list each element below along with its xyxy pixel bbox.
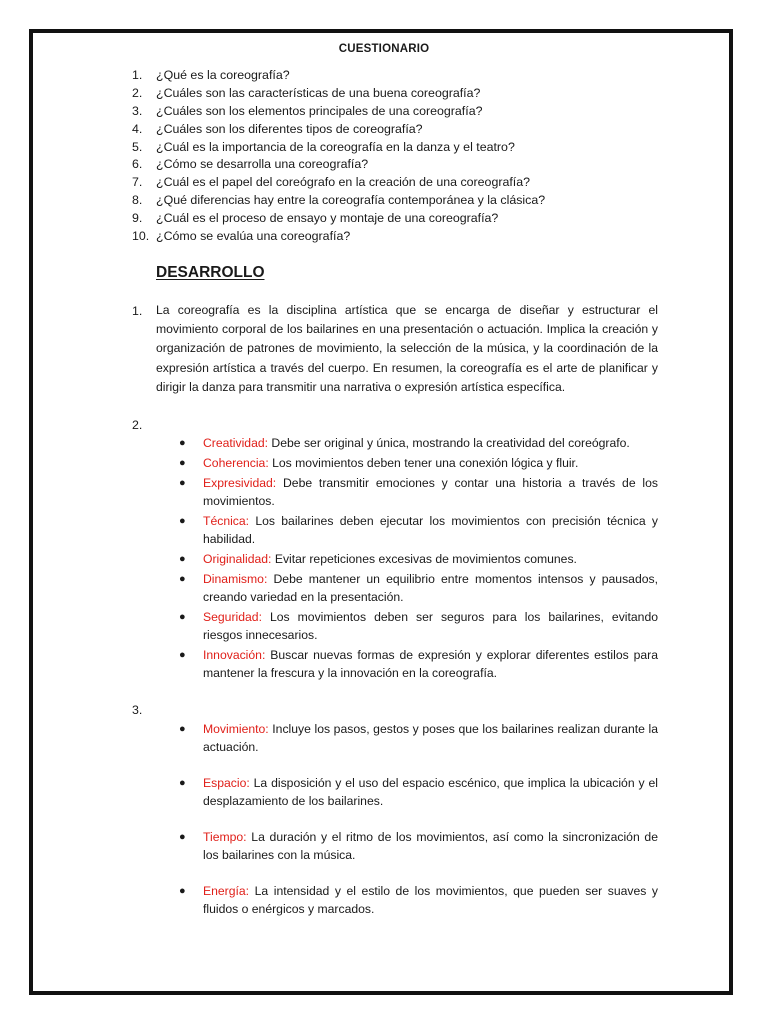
list-item (179, 828, 658, 864)
term-label: Técnica: (203, 514, 250, 528)
term-label: Seguridad: (203, 610, 262, 624)
term-label: Espacio: (203, 776, 250, 790)
term-description: La intensidad y el estilo de los movimientos, que pueden ser suaves y fluidos o enérgicos y marcados. (203, 884, 658, 916)
list-item (179, 608, 658, 644)
answer-paragraph: La coreografía es la disciplina artística que se encarga de diseñar y estructurar el movimiento corporal de los bailarines en una presentación o actuación. Implica la creación y organización de patrones de movimiento, la selección de la música, y la coordinación de la expresión artística a través del cuerpo. En resumen, la coreografía es el arte de planificar y dirigir la danza para transmitir una narrativa o expresión artística específica. (156, 303, 658, 394)
term-description: Los bailarines deben ejecutar los movimientos con precisión técnica y habilidad. (203, 514, 658, 546)
list-item (179, 720, 658, 756)
document-title: CUESTIONARIO (338, 43, 430, 55)
question-number: 6. (132, 157, 143, 172)
term-label: Innovación: (203, 648, 266, 662)
term-label: Coherencia: (203, 456, 269, 470)
list-item (179, 512, 658, 548)
term-label: Expresividad: (203, 476, 277, 490)
bullet-icon: ● (179, 553, 186, 565)
question-number: 5. (132, 139, 143, 154)
question-text: ¿Cuál es la importancia de la coreografía en la danza y el teatro? (156, 139, 515, 154)
bullet-icon: ● (179, 437, 186, 449)
list-item (179, 434, 658, 452)
term-label: Tiempo: (203, 830, 247, 844)
term-description: Evitar repeticiones excesivas de movimientos comunes. (271, 552, 577, 566)
term-description: Incluye los pasos, gestos y poses que los bailarines realizan durante la actuación. (203, 722, 658, 754)
question-item (132, 85, 692, 103)
term-label: Creatividad: (203, 436, 269, 450)
question-text: ¿Cómo se evalúa una coreografía? (156, 229, 351, 244)
question-item (132, 103, 692, 121)
question-text: ¿Cuáles son los elementos principales de una coreografía? (156, 103, 483, 118)
list-item (179, 882, 658, 918)
term-description: Los movimientos deben ser seguros para los bailarines, evitando riesgos innecesarios. (203, 610, 658, 642)
elements-list (179, 720, 658, 918)
bullet-icon: ● (179, 885, 186, 897)
bullet-icon: ● (179, 477, 186, 489)
term-description: Los movimientos deben tener una conexión lógica y fluir. (268, 456, 579, 470)
term-description: Debe mantener un equilibrio entre momentos intensos y pausados, creando variedad en la presentación. (203, 572, 658, 604)
term-label: Originalidad: (203, 552, 272, 566)
term-description: La duración y el ritmo de los movimientos, así como la sincronización de los bailarines con la música. (203, 830, 658, 862)
answer-number: 1. (132, 304, 143, 318)
question-item (132, 67, 692, 85)
question-number: 1. (132, 68, 143, 82)
question-item (132, 228, 692, 246)
question-text: ¿Qué diferencias hay entre la coreografía contemporánea y la clásica? (156, 193, 546, 208)
term-description: La disposición y el uso del espacio escénico, que implica la ubicación y el desplazamiento de los bailarines. (203, 776, 658, 808)
bullet-icon: ● (179, 515, 186, 527)
question-item (132, 156, 692, 174)
list-item (179, 454, 658, 472)
question-text: ¿Qué es la coreografía? (156, 68, 290, 82)
term-description: Debe ser original y única, mostrando la creatividad del coreógrafo. (268, 436, 630, 450)
bullet-icon: ● (179, 777, 186, 789)
question-item (132, 174, 692, 192)
question-text: ¿Cuáles son las características de una buena coreografía? (156, 85, 481, 100)
answer-number: 3. (132, 703, 143, 717)
development-heading: DESARROLLO (156, 264, 265, 281)
bullet-icon: ● (179, 649, 186, 661)
list-item (179, 646, 658, 682)
term-label: Movimiento: (203, 722, 269, 736)
list-item (179, 774, 658, 810)
term-description: Debe transmitir emociones y contar una historia a través de los movimientos. (203, 476, 658, 508)
answer-number: 2. (132, 418, 143, 432)
question-number: 8. (132, 193, 143, 208)
question-text: ¿Cómo se desarrolla una coreografía? (156, 157, 369, 172)
question-item (132, 121, 692, 139)
bullet-icon: ● (179, 457, 186, 469)
question-number: 3. (132, 103, 143, 118)
term-label: Dinamismo: (203, 572, 268, 586)
question-list (132, 67, 692, 246)
question-number: 2. (132, 85, 143, 100)
question-number: 7. (132, 175, 143, 190)
question-item (132, 210, 692, 228)
bullet-icon: ● (179, 723, 186, 735)
term-description: Buscar nuevas formas de expresión y explorar diferentes estilos para mantener la frescura y la innovación en la coreografía. (203, 648, 658, 680)
bullet-icon: ● (179, 573, 186, 585)
question-item (132, 192, 692, 210)
question-number: 10. (132, 229, 150, 244)
term-label: Energía: (203, 884, 250, 898)
list-item (179, 570, 658, 606)
question-text: ¿Cuál es el proceso de ensayo y montaje de una coreografía? (156, 211, 499, 226)
question-number: 4. (132, 121, 143, 136)
list-item (179, 474, 658, 510)
characteristics-list (179, 434, 658, 682)
bullet-icon: ● (179, 831, 186, 843)
bullet-icon: ● (179, 611, 186, 623)
question-text: ¿Cuál es el papel del coreógrafo en la creación de una coreografía? (156, 175, 531, 190)
question-number: 9. (132, 211, 143, 226)
question-item (132, 139, 692, 157)
list-item (179, 550, 658, 568)
question-text: ¿Cuáles son los diferentes tipos de coreografía? (156, 121, 423, 136)
